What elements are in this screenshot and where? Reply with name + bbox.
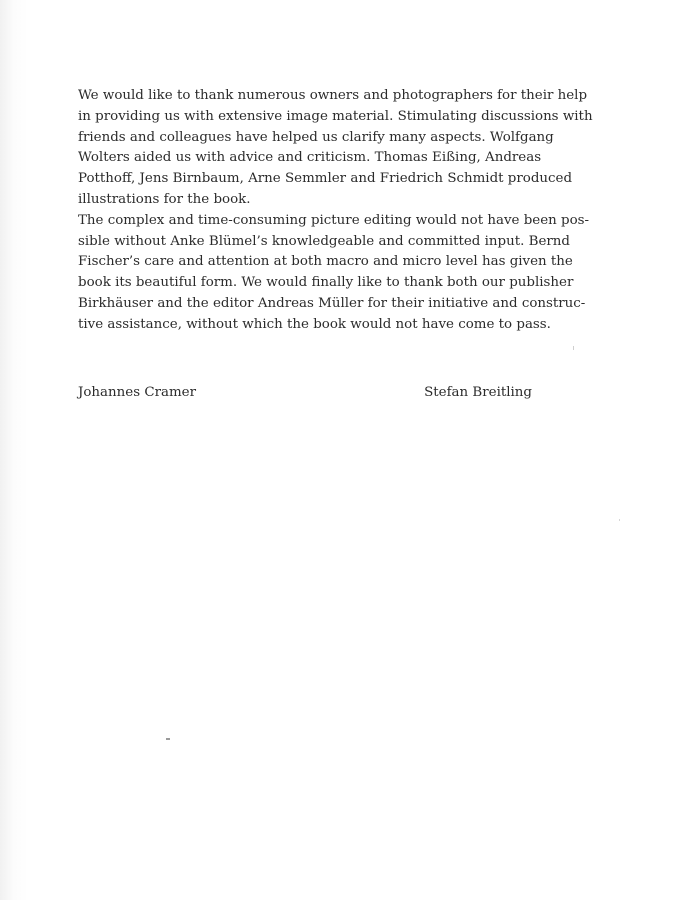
text-line: illustrations for the book. bbox=[78, 191, 251, 207]
text-line: The complex and time-consuming picture editing would not have been pos- bbox=[78, 212, 590, 228]
signatures bbox=[78, 383, 532, 403]
text-line: in providing us with extensive image material. Stimulating discussions with bbox=[78, 108, 593, 124]
text-line: sible without Anke Blümel’s knowledgeable and committed input. Bernd bbox=[78, 233, 570, 249]
text-line: We would like to thank numerous owners and photographers for their help bbox=[78, 88, 588, 103]
text-line: book its beautiful form. We would finally like to thank both our publisher bbox=[78, 275, 574, 291]
text-line: Potthoff, Jens Birnbaum, Arne Semmler and Friedrich Schmidt produced bbox=[78, 171, 573, 187]
paragraph-2 bbox=[78, 211, 590, 336]
text-line: Wolters aided us with advice and criticism. Thomas Eißing, Andreas bbox=[78, 150, 542, 166]
text-line: Fischer’s care and attention at both macro and micro level has given the bbox=[78, 254, 573, 270]
paragraph-1 bbox=[78, 86, 593, 211]
text-line: Birkhäuser and the editor Andreas Müller for their initiative and construc- bbox=[78, 295, 586, 311]
text-line: friends and colleagues have helped us clarify many aspects. Wolfgang bbox=[78, 129, 554, 145]
signature-johannes-cramer: Johannes Cramer bbox=[78, 385, 196, 400]
signature-stefan-breitling: Stefan Breitling bbox=[424, 385, 532, 400]
scan-speck bbox=[166, 738, 170, 740]
text-line: tive assistance, without which the book would not have come to pass. bbox=[78, 316, 551, 332]
acknowledgements-text bbox=[78, 86, 593, 336]
scan-speck bbox=[573, 346, 574, 350]
scan-speck bbox=[619, 519, 620, 521]
